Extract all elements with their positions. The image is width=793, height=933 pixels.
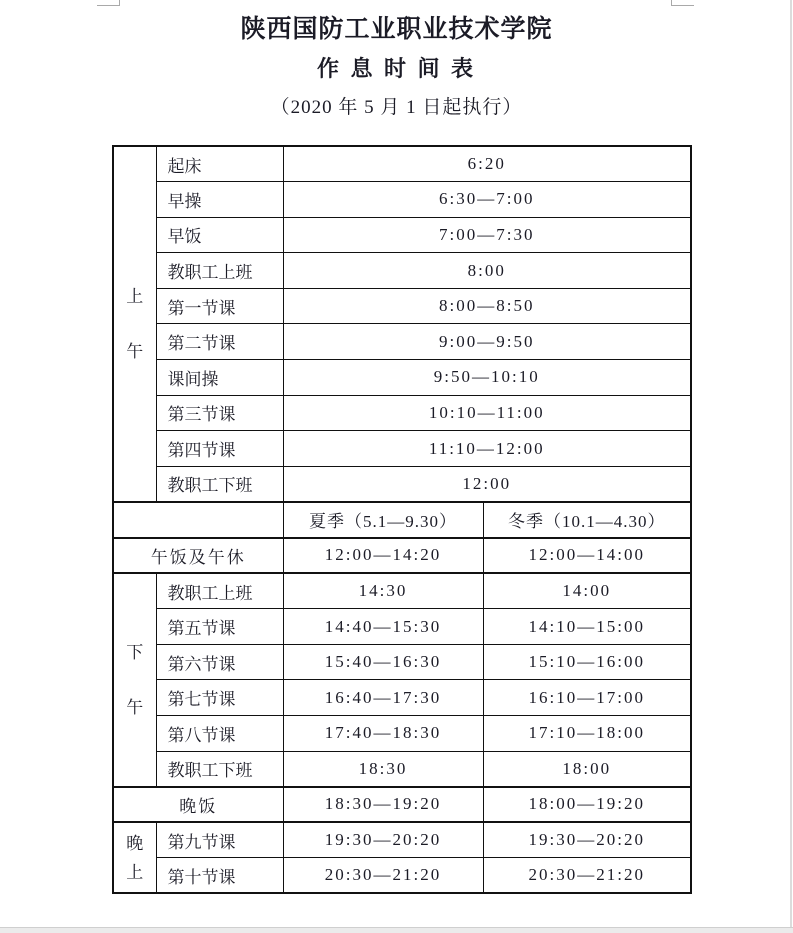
- time-cell-summer: 14:30: [283, 573, 483, 609]
- activity-cell: 教职工上班: [156, 573, 283, 609]
- time-cell: 7:00—7:30: [283, 217, 691, 253]
- dinner-label: 晚饭: [113, 787, 283, 823]
- page-right-edge: [790, 0, 792, 933]
- table-row: [113, 395, 691, 431]
- time-cell-winter: 14:10—15:00: [483, 609, 691, 645]
- time-cell-winter: 20:30—21:20: [483, 858, 691, 894]
- section-label-morning: [113, 146, 156, 502]
- activity-cell: 第四节课: [156, 431, 283, 467]
- season-header-summer: 夏季（5.1—9.30）: [283, 502, 483, 538]
- schedule-table: [112, 145, 692, 894]
- page-title: 陕西国防工业职业技术学院: [240, 16, 553, 43]
- table-row: [113, 716, 691, 752]
- activity-cell: 第一节课: [156, 288, 283, 324]
- activity-cell: 第三节课: [156, 395, 283, 431]
- table-row: [113, 253, 691, 289]
- table-row: [113, 182, 691, 218]
- label-char: 晚: [126, 833, 144, 853]
- time-cell-summer: 20:30—21:20: [283, 858, 483, 894]
- table-row: [113, 324, 691, 360]
- table-row: [113, 146, 691, 182]
- section-label-evening: [113, 822, 156, 893]
- effective-date: （2020 年 5 月 1 日起执行）: [270, 97, 523, 118]
- vertical-label-chars: [114, 835, 156, 881]
- activity-cell: 第十节课: [156, 858, 283, 894]
- activity-cell: 第八节课: [156, 716, 283, 752]
- table-row: [113, 360, 691, 396]
- margin-crop-mark-left: [97, 0, 120, 6]
- table-row: [113, 751, 691, 787]
- time-cell-winter: 14:00: [483, 573, 691, 609]
- section-label-afternoon: [113, 573, 156, 787]
- label-char: 午: [126, 341, 144, 361]
- table-row: [113, 680, 691, 716]
- table-row: [113, 573, 691, 609]
- time-cell-winter: 16:10—17:00: [483, 680, 691, 716]
- time-cell-summer: 12:00—14:20: [283, 538, 483, 574]
- season-header-row: [113, 502, 691, 538]
- time-cell-winter: 15:10—16:00: [483, 644, 691, 680]
- table-row: [113, 858, 691, 894]
- activity-cell: 教职工下班: [156, 466, 283, 502]
- time-cell-summer: 17:40—18:30: [283, 716, 483, 752]
- activity-cell: 第二节课: [156, 324, 283, 360]
- time-cell-winter: 12:00—14:00: [483, 538, 691, 574]
- label-char: 午: [126, 697, 144, 717]
- time-cell: 9:00—9:50: [283, 324, 691, 360]
- time-cell-summer: 18:30: [283, 751, 483, 787]
- lunch-row: [113, 538, 691, 574]
- season-header-winter: 冬季（10.1—4.30）: [483, 502, 691, 538]
- vertical-label-chars: [114, 288, 156, 360]
- activity-cell: 第七节课: [156, 680, 283, 716]
- label-char: 上: [126, 862, 144, 882]
- page-subtitle: 作 息 时 间 表: [316, 56, 476, 81]
- time-cell-winter: 19:30—20:20: [483, 822, 691, 858]
- page-bottom-edge: [0, 927, 793, 933]
- activity-cell: 早饭: [156, 217, 283, 253]
- label-char: 上: [126, 286, 144, 306]
- table-row: [113, 644, 691, 680]
- activity-cell: 第九节课: [156, 822, 283, 858]
- table-row: [113, 288, 691, 324]
- time-cell: 6:20: [283, 146, 691, 182]
- label-char: 下: [126, 642, 144, 662]
- table-row: [113, 822, 691, 858]
- time-cell-summer: 14:40—15:30: [283, 609, 483, 645]
- table-row: [113, 431, 691, 467]
- empty-cell: [113, 502, 283, 538]
- time-cell-winter: 17:10—18:00: [483, 716, 691, 752]
- table-row: [113, 609, 691, 645]
- time-cell: 8:00: [283, 253, 691, 289]
- table-row: [113, 466, 691, 502]
- time-cell: 10:10—11:00: [283, 395, 691, 431]
- time-cell-summer: 16:40—17:30: [283, 680, 483, 716]
- time-cell-summer: 15:40—16:30: [283, 644, 483, 680]
- time-cell-winter: 18:00—19:20: [483, 787, 691, 823]
- activity-cell: 教职工上班: [156, 253, 283, 289]
- time-cell: 11:10—12:00: [283, 431, 691, 467]
- time-cell: 12:00: [283, 466, 691, 502]
- time-cell: 6:30—7:00: [283, 182, 691, 218]
- time-cell: 9:50—10:10: [283, 360, 691, 396]
- activity-cell: 教职工下班: [156, 751, 283, 787]
- lunch-label: 午饭及午休: [113, 538, 283, 574]
- activity-cell: 早操: [156, 182, 283, 218]
- time-cell-winter: 18:00: [483, 751, 691, 787]
- dinner-row: [113, 787, 691, 823]
- vertical-label-chars: [114, 644, 156, 716]
- activity-cell: 第五节课: [156, 609, 283, 645]
- activity-cell: 课间操: [156, 360, 283, 396]
- time-cell: 8:00—8:50: [283, 288, 691, 324]
- activity-cell: 第六节课: [156, 644, 283, 680]
- margin-crop-mark-right: [671, 0, 694, 6]
- table-row: [113, 217, 691, 253]
- time-cell-summer: 18:30—19:20: [283, 787, 483, 823]
- time-cell-summer: 19:30—20:20: [283, 822, 483, 858]
- activity-cell: 起床: [156, 146, 283, 182]
